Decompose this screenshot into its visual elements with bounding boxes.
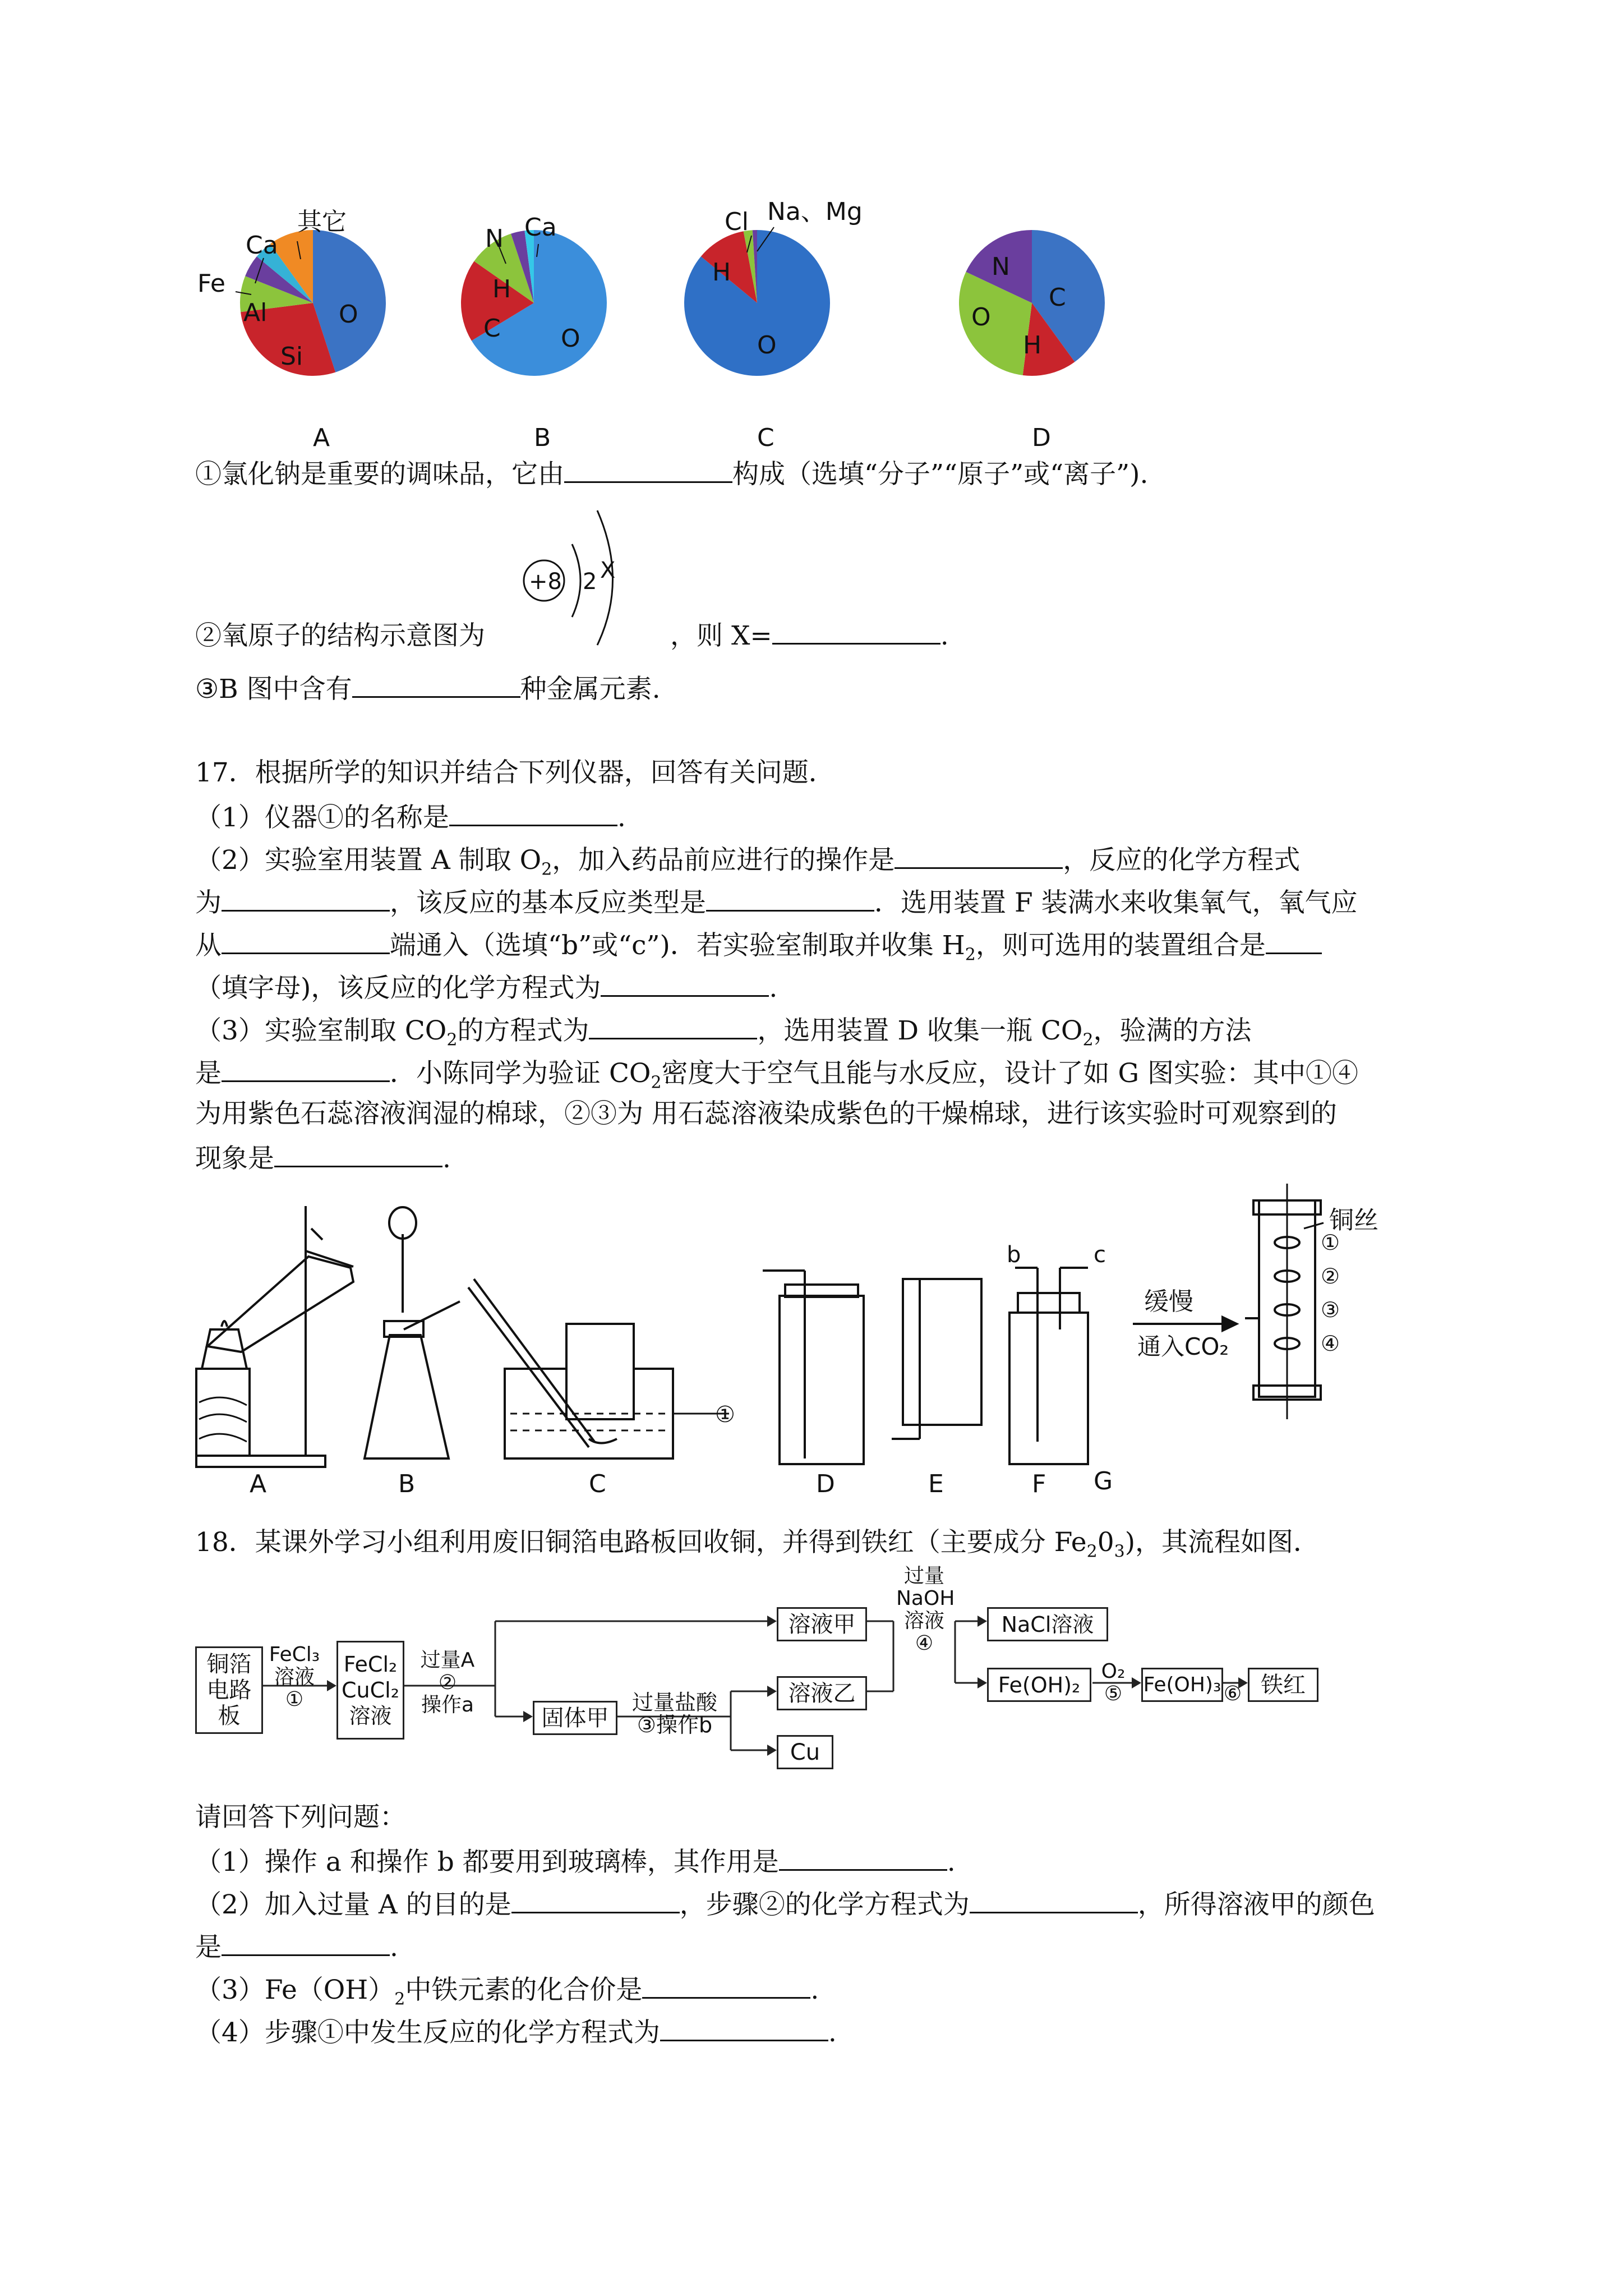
q17-part3-line1 xyxy=(195,1012,1252,1057)
pie-b-label-n: N xyxy=(485,224,504,253)
q18-stem-mid: 0 xyxy=(1097,1527,1114,1558)
q18-p2-text: （2）加入过量 A 的目的是 xyxy=(195,1889,511,1920)
q17-p3-l4-end: . xyxy=(442,1143,451,1174)
pie-d-label-o: O xyxy=(971,303,991,332)
flow-box-solution-a: 溶液甲 xyxy=(777,1607,867,1641)
answer-blank[interactable] xyxy=(772,617,940,645)
apparatus-g-label: G xyxy=(1094,1467,1113,1496)
q17-p2-text: （2）实验室用装置 A 制取 O xyxy=(195,845,542,876)
answer-blank[interactable] xyxy=(274,1140,442,1167)
flow-step4-label: 过量 NaOH 溶液 ④ xyxy=(896,1565,955,1655)
q16-item1-text-end: 构成（选填“分子”“原子”或“离子”). xyxy=(732,459,1149,490)
answer-blank[interactable] xyxy=(779,1843,947,1871)
pie-charts xyxy=(185,191,1138,454)
q16-item1 xyxy=(195,455,1148,491)
pie-a-label-other: 其它 xyxy=(297,208,347,236)
subscript: 2 xyxy=(541,859,552,880)
q17-p1-end: . xyxy=(617,802,626,833)
flow-step5-label: O₂ ⑤ xyxy=(1101,1660,1126,1705)
flow-box-solution-b: 溶液乙 xyxy=(777,1676,867,1710)
f-port-c-label: c xyxy=(1094,1242,1106,1268)
apparatus-b xyxy=(365,1207,460,1458)
q17-p3-l2-text: 是 xyxy=(195,1058,222,1089)
flow-step6-label: ⑥ xyxy=(1223,1682,1242,1705)
pie-d-label-h: H xyxy=(1023,331,1042,360)
pie-d-label-c: C xyxy=(1049,283,1066,312)
q16-item3 xyxy=(195,670,661,706)
q17-p3-mid2: ，选用装置 D 收集一瓶 CO xyxy=(757,1015,1083,1046)
g-arrow-bottom-label: 通入CO₂ xyxy=(1137,1333,1229,1360)
pie-d-caption: D xyxy=(1032,424,1051,452)
q18-intro: 请回答下列问题： xyxy=(195,1802,406,1833)
answer-blank[interactable] xyxy=(222,1055,390,1082)
flow-box-feoh2: Fe(OH)₂ xyxy=(987,1668,1091,1702)
subscript: 2 xyxy=(1082,1030,1094,1050)
g-ball-4: ④ xyxy=(1321,1331,1340,1356)
flow-box-circuit-board: 铜箔 电路 板 xyxy=(195,1646,263,1734)
q18-p1-text: （1）操作 a 和操作 b 都要用到玻璃棒，其作用是 xyxy=(195,1847,779,1878)
flow-step2-label: 过量A ② 操作a xyxy=(420,1649,475,1717)
f-port-b-label: b xyxy=(1007,1242,1021,1268)
q17-part2-line4 xyxy=(195,969,777,1005)
q18-stem xyxy=(195,1526,1320,1568)
q18-part2-line2 xyxy=(195,1929,398,1964)
answer-blank[interactable] xyxy=(352,670,520,698)
flow-box-solid-a: 固体甲 xyxy=(533,1701,617,1735)
q17-part1 xyxy=(195,799,626,835)
q17-part2-line3 xyxy=(195,927,1322,972)
pie-c-label-h: H xyxy=(712,258,731,287)
q17-p2-l4-end: . xyxy=(769,973,778,1004)
q17-p3-l2-end: 密度大于空气且能与水反应，设计了如 G 图实验：其中①④ xyxy=(661,1058,1358,1089)
q16-item2-end: . xyxy=(940,620,949,651)
q18-part4 xyxy=(195,2014,837,2050)
pie-a-label-al: Al xyxy=(243,298,268,327)
q17-p2-l2-mid: ，该反应的基本反应类型是 xyxy=(390,887,706,918)
pie-a-label-o: O xyxy=(339,300,358,329)
q18-p2-end: ，所得溶液甲的颜色 xyxy=(1137,1889,1375,1920)
q18-p4-text: （4）步骤①中发生反应的化学方程式为 xyxy=(195,2017,660,2048)
pie-c-label-o: O xyxy=(757,331,777,360)
q17-part3-line3: 为用紫色石蕊溶液润湿的棉球，②③为 用石蕊溶液染成紫色的干燥棉球，进行该实验时可观察到的 xyxy=(195,1098,1337,1129)
answer-blank[interactable] xyxy=(601,969,769,997)
answer-blank[interactable] xyxy=(222,884,390,912)
apparatus-a xyxy=(196,1206,353,1467)
q18-p3-end: . xyxy=(810,1975,819,2005)
answer-blank[interactable] xyxy=(564,455,732,483)
apparatus-figure xyxy=(191,1184,1481,1498)
q16-item3-text: ③B 图中含有 xyxy=(195,674,352,705)
q17-p3-mid: 的方程式为 xyxy=(457,1015,589,1046)
answer-blank[interactable] xyxy=(706,884,874,912)
pie-b-label-c: C xyxy=(483,314,501,343)
q18-p3-text: （3）Fe（OH） xyxy=(195,1975,395,2005)
answer-blank[interactable] xyxy=(642,1971,810,1999)
apparatus-c-marker: ① xyxy=(715,1402,735,1428)
apparatus-f xyxy=(1009,1268,1088,1464)
q18-part3 xyxy=(195,1971,819,2016)
g-arrow-top-label: 缓慢 xyxy=(1144,1287,1193,1316)
q17-part3-line2 xyxy=(195,1055,1358,1099)
answer-blank[interactable] xyxy=(660,2014,828,2041)
subscript: 3 xyxy=(1114,1542,1125,1562)
atom-nucleus-label: +8 xyxy=(529,569,562,595)
pie-a-caption: A xyxy=(313,424,330,452)
subscript: 2 xyxy=(965,945,976,965)
q17-part2-line1 xyxy=(195,841,1300,886)
subscript: 2 xyxy=(446,1030,458,1050)
q17-p2-l2-text: 为 xyxy=(195,887,222,918)
q17-p2-l4-text: （填字母)，该反应的化学方程式为 xyxy=(195,973,601,1004)
flow-step3-label: 过量盐酸 ③操作b xyxy=(631,1690,717,1737)
answer-blank[interactable] xyxy=(449,799,617,826)
q18-p3-mid: 中铁元素的化合价是 xyxy=(405,1975,643,2005)
q17-p2-l3-text: 从 xyxy=(195,930,222,961)
g-ball-2: ② xyxy=(1321,1264,1340,1289)
subscript: 2 xyxy=(1086,1542,1098,1562)
answer-blank[interactable] xyxy=(222,1929,390,1956)
q16-item2-text: ②氧原子的结构示意图为 xyxy=(195,620,485,651)
q17-p3-text: （3）实验室制取 CO xyxy=(195,1015,447,1046)
answer-blank[interactable] xyxy=(589,1012,757,1039)
apparatus-e-label: E xyxy=(928,1470,944,1498)
pie-c-label-cl: Cl xyxy=(725,208,749,236)
pie-c-caption: C xyxy=(757,424,774,452)
pie-a-label-si: Si xyxy=(280,342,303,371)
answer-blank[interactable] xyxy=(222,927,390,954)
q18-p1-end: . xyxy=(947,1847,956,1878)
recycling-flowchart xyxy=(195,1565,1362,1789)
g-ball-3: ③ xyxy=(1321,1297,1340,1322)
apparatus-f-label: F xyxy=(1032,1470,1046,1498)
apparatus-e xyxy=(892,1279,981,1439)
flow-box-feoh3: Fe(OH)₃ xyxy=(1141,1668,1223,1702)
answer-blank[interactable] xyxy=(1266,927,1322,954)
q16-item1-text: ①氯化钠是重要的调味品，它由 xyxy=(195,459,564,490)
q17-part3-line4 xyxy=(195,1140,451,1176)
q17-part2-line2 xyxy=(195,884,1358,920)
q18-p2-l2-text: 是 xyxy=(195,1932,222,1963)
g-wire-label: 铜丝 xyxy=(1329,1206,1378,1235)
apparatus-a-label: A xyxy=(250,1470,267,1498)
pie-chart-b xyxy=(461,230,607,376)
pie-b-label-o: O xyxy=(561,324,580,353)
q18-p4-end: . xyxy=(828,2017,837,2048)
apparatus-d-label: D xyxy=(816,1470,835,1498)
q16-item2-mid: ，则 X= xyxy=(670,620,772,651)
flow-step1-label: FeCl₃ 溶液 ① xyxy=(269,1643,320,1711)
q17-p2-mid: ，加入药品前应进行的操作是 xyxy=(552,845,895,876)
q17-p3-l4-text: 现象是 xyxy=(195,1143,274,1174)
apparatus-b-label: B xyxy=(398,1470,416,1498)
q18-part1 xyxy=(195,1843,956,1879)
q18-p2-mid: ，步骤②的化学方程式为 xyxy=(679,1889,970,1920)
apparatus-c xyxy=(468,1279,729,1458)
atom-shell1-label: 2 xyxy=(583,569,597,595)
atom-shell2-label: X xyxy=(600,558,616,583)
flow-box-mixed-solution: FeCl₂ CuCl₂ 溶液 xyxy=(336,1641,404,1740)
flow-box-iron-red: 铁红 xyxy=(1248,1668,1318,1702)
q18-stem-text: 18．某课外学习小组利用废旧铜箔电路板回收铜，并得到铁红（主要成分 Fe xyxy=(195,1527,1087,1558)
apparatus-c-label: C xyxy=(589,1470,606,1498)
answer-blank[interactable] xyxy=(895,841,1063,869)
q17-p2-l3-mid: 端通入（选填“b”或“c”)．若实验室制取并收集 H xyxy=(390,930,965,961)
flow-box-cu: Cu xyxy=(777,1735,833,1769)
flow-box-nacl: NaCl溶液 xyxy=(987,1607,1108,1641)
pie-d-label-n: N xyxy=(992,252,1010,281)
q17-p2-l3-end: ，则可选用的装置组合是 xyxy=(975,930,1266,961)
q16-item2 xyxy=(195,617,949,653)
pie-b-caption: B xyxy=(534,424,551,452)
answer-blank[interactable] xyxy=(511,1886,680,1913)
q18-p2-l2-end: . xyxy=(390,1932,398,1963)
subscript: 2 xyxy=(651,1073,662,1093)
q17-stem: 17．根据所学的知识并结合下列仪器，回答有关问题． xyxy=(195,757,835,788)
q18-part2 xyxy=(195,1886,1375,1922)
pie-b-label-ca: Ca xyxy=(524,213,557,242)
apparatus-d xyxy=(763,1271,864,1464)
subscript: 2 xyxy=(394,1989,405,2009)
q17-p2-end: ，反应的化学方程式 xyxy=(1063,845,1301,876)
pie-a-label-fe: Fe xyxy=(197,269,225,298)
q17-p3-l2-mid: ．小陈同学为验证 CO xyxy=(390,1058,651,1089)
pie-b-label-h: H xyxy=(492,275,511,303)
q17-p3-end: ，验满的方法 xyxy=(1093,1015,1252,1046)
g-ball-1: ① xyxy=(1321,1230,1340,1255)
pie-a-label-ca: Ca xyxy=(246,231,278,260)
q16-item3-end: 种金属元素. xyxy=(520,674,661,705)
q18-stem-end: )，其流程如图． xyxy=(1124,1527,1320,1558)
answer-blank[interactable] xyxy=(970,1886,1138,1913)
pie-c-label-na-mg: Na、Mg xyxy=(767,197,863,226)
q17-p1-text: （1）仪器①的名称是 xyxy=(195,802,449,833)
q17-p2-l2-end: ．选用装置 F 装满水来收集氧气，氧气应 xyxy=(874,887,1358,918)
